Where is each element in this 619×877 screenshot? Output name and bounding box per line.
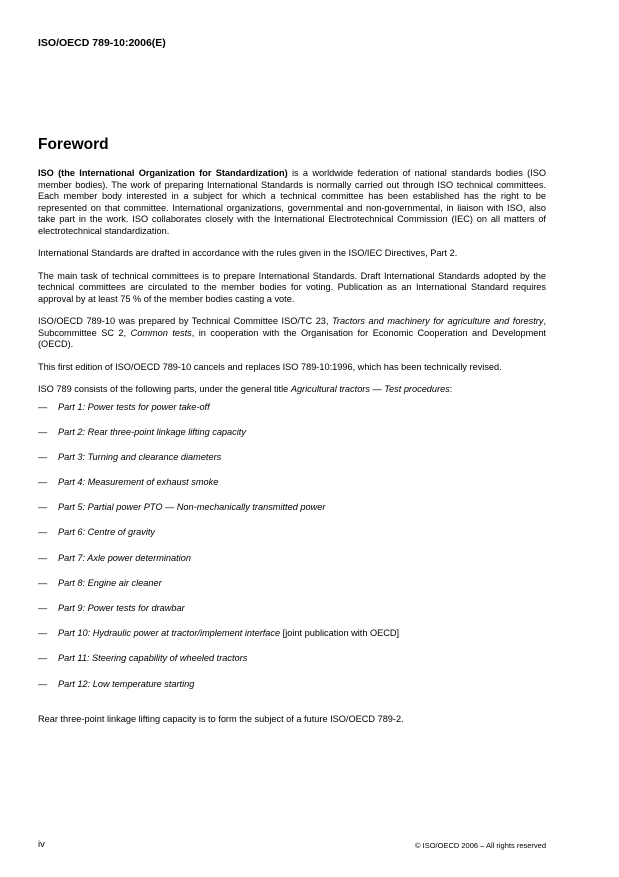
list-item	[38, 603, 546, 628]
subcommittee-text: , Subcommittee SC 2,	[38, 316, 546, 338]
paragraph-future-part: Rear three-point linkage lifting capacity is to form the subject of a future ISO/OECD 789-2.	[38, 713, 404, 724]
part-title: Part 10: Hydraulic power at tractor/implement interface	[58, 628, 281, 639]
dash-bullet: —	[38, 401, 48, 412]
part-title: Part 9: Power tests for drawbar	[58, 603, 185, 613]
list-item	[38, 477, 546, 502]
list-item	[38, 452, 546, 477]
paragraph-drafting-rules: International Standards are drafted in accordance with the rules given in the ISO/IEC Directives, Part 2.	[38, 248, 458, 258]
dash-bullet: —	[38, 603, 48, 613]
paragraph-prepared-by	[38, 316, 546, 351]
part-title: Part 7: Axle power determination	[58, 552, 191, 563]
part-title: Part 6: Centre of gravity	[58, 527, 156, 538]
parts-intro-colon: :	[449, 384, 453, 394]
copyright-notice: © ISO/OECD 2006 – All rights reserved	[415, 841, 546, 850]
dash-bullet: —	[38, 577, 48, 588]
dash-bullet: —	[38, 502, 48, 513]
iso-name-bold: ISO (the International Organization for Standardization)	[38, 168, 288, 178]
page-number: iv	[38, 839, 45, 850]
list-item	[38, 653, 546, 678]
part-title: Part 2: Rear three-point linkage lifting capacity	[58, 426, 246, 437]
list-item	[38, 578, 546, 603]
page-title: Foreword	[38, 136, 109, 153]
prepared-by-text: ISO/OECD 789-10 was prepared by Technical Committee ISO/TC 23,	[38, 316, 332, 326]
part-title: Part 12: Low temperature starting	[58, 678, 195, 689]
dash-bullet: —	[38, 477, 48, 488]
list-item	[38, 553, 546, 578]
paragraph-edition: This first edition of ISO/OECD 789-10 cancels and replaces ISO 789-10:1996, which has been technically revised.	[38, 361, 502, 372]
iso-intro-text: is a worldwide federation of national standards bodies (ISO member bodies). The work of preparing International Standards is normally carried out through ISO technical committees. Each member body interested in a subject for which a technical committee has been established has the right to be represented on that committee. International organizations, governmental and non-governmental, in liaison with ISO, also take part in the work. ISO collaborates closely with the International Electrotechnical Commission (IEC) on all matters of electrotechnical standardization.	[38, 168, 546, 236]
part-suffix: [joint publication with OECD]	[280, 628, 400, 639]
part-title: Part 4: Measurement of exhaust smoke	[58, 477, 219, 488]
part-title: Part 8: Engine air cleaner	[58, 577, 162, 588]
dash-bullet: —	[38, 451, 48, 462]
list-item	[38, 679, 546, 704]
dash-bullet: —	[38, 678, 48, 689]
part-title: Part 1: Power tests for power take-off	[58, 401, 210, 412]
foreword-body	[38, 168, 546, 736]
committee-title: Tractors and machinery for agriculture and forestry	[332, 316, 544, 326]
cooperation-text: , in cooperation with the Organisation for Economic Cooperation and Development (OECD).	[38, 327, 546, 349]
parts-intro-text: ISO 789 consists of the following parts, under the general title	[38, 384, 291, 394]
dash-bullet: —	[38, 653, 48, 664]
dash-bullet: —	[38, 527, 48, 538]
list-item	[38, 628, 546, 653]
paragraph-parts-intro	[38, 384, 546, 396]
subcommittee-title: Common tests	[130, 327, 192, 338]
paragraph-iso-intro	[38, 168, 546, 237]
list-item	[38, 502, 546, 527]
part-title: Part 5: Partial power PTO — Non-mechanically transmitted power	[58, 502, 326, 513]
dash-bullet: —	[38, 552, 48, 563]
part-title: Part 11: Steering capability of wheeled tractors	[58, 653, 248, 664]
document-header-id: ISO/OECD 789-10:2006(E)	[38, 37, 166, 49]
list-item	[38, 402, 546, 427]
part-title: Part 3: Turning and clearance diameters	[58, 451, 222, 462]
dash-bullet: —	[38, 426, 48, 437]
parts-list	[38, 402, 546, 704]
list-item	[38, 527, 546, 552]
paragraph-technical-committees: The main task of technical committees is to prepare International Standards. Draft International Standards adopted by the technical committees are circulated to the member bodies for voting. Publication as an International Standard requires approval by at least 75 % of the member bodies casting a vote.	[38, 270, 546, 304]
general-title: Agricultural tractors — Test procedures	[290, 384, 450, 394]
dash-bullet: —	[38, 628, 48, 639]
list-item	[38, 427, 546, 452]
